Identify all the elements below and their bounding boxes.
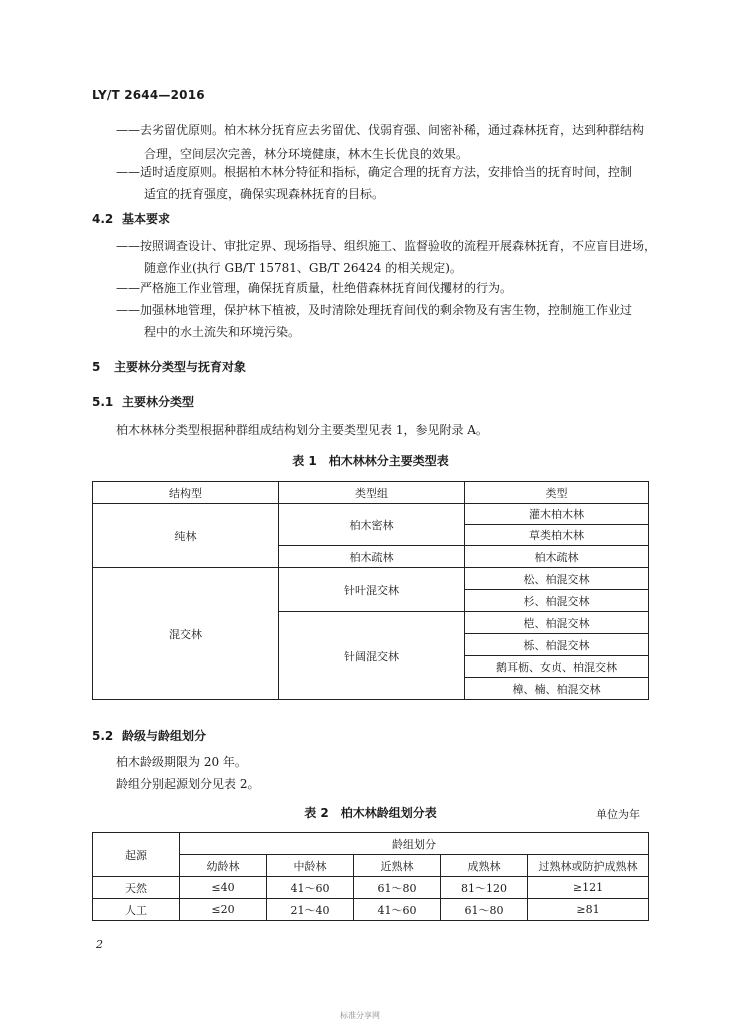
table-1-caption: 表 1 柏木林林分主要类型表 <box>292 454 449 468</box>
table-row <box>93 877 649 899</box>
footer-watermark: 标准分享网 <box>340 1011 380 1020</box>
table-cell: ≥121 <box>528 877 649 899</box>
table-cell-structure: 纯林 <box>93 504 279 568</box>
requirement-3-line-1: ——加强林地管理，保护林下植被，及时清除处理抚育间伐的剩余物及有害生物，控制施工作业过 <box>116 303 633 317</box>
table-header-cell: 过熟林或防护成熟林 <box>528 855 649 877</box>
table-2-unit: 单位为年 <box>596 808 640 821</box>
table-cell-origin: 人工 <box>93 899 180 921</box>
principle-1-line-2: 合理，空间层次完善，林分环境健康，林木生长优良的效果。 <box>144 147 469 161</box>
table-cell-group: 针叶混交林 <box>279 568 465 612</box>
forest-type-table <box>92 481 649 700</box>
section-5-2-text-1: 柏木龄级期限为 20 年。 <box>116 755 247 769</box>
section-5-2-text-2: 龄组分别起源划分见表 2。 <box>116 777 260 791</box>
table-header-cell: 幼龄林 <box>180 855 267 877</box>
table-header-cell: 类型组 <box>279 482 465 504</box>
table-header-cell: 结构型 <box>93 482 279 504</box>
page-number: 2 <box>96 938 103 951</box>
requirement-1-line-1: ——按照调查设计、审批定界、现场指导、组织施工、监督验收的流程开展森林抚育，不应盲目进场， <box>116 239 657 253</box>
table-header-cell: 起源 <box>93 833 180 877</box>
table-cell: 41～60 <box>267 877 354 899</box>
requirement-1-line-2: 随意作业(执行 GB/T 15781、GB/T 26424 的相关规定)。 <box>144 261 462 275</box>
table-cell-origin: 天然 <box>93 877 180 899</box>
table-cell-group: 柏木疏林 <box>279 546 465 568</box>
table-cell-type: 栎、柏混交林 <box>465 634 649 656</box>
table-cell-type: 松、柏混交林 <box>465 568 649 590</box>
section-title: 主要林分类型与抚育对象 <box>114 360 247 374</box>
principle-1-line-1: ——去劣留优原则。柏木林分抚育应去劣留优、伐弱育强、间密补稀，通过森林抚育，达到种群结构 <box>116 123 645 137</box>
table-cell: 61～80 <box>441 899 528 921</box>
table-cell: 41～60 <box>354 899 441 921</box>
table-cell-type: 杉、柏混交林 <box>465 590 649 612</box>
table-cell-type: 柏木疏林 <box>465 546 649 568</box>
section-title: 主要林分类型 <box>122 395 195 409</box>
table-header-cell: 类型 <box>465 482 649 504</box>
table-cell: 61～80 <box>354 877 441 899</box>
table-cell-group: 柏木密林 <box>279 504 465 546</box>
table-cell-type: 鹅耳枥、女贞、柏混交林 <box>465 656 649 678</box>
section-title: 龄级与龄组划分 <box>122 729 207 743</box>
table-cell-type: 草类柏木林 <box>465 525 649 546</box>
section-5-1-heading <box>92 393 194 410</box>
section-number: 5.1 <box>92 395 114 409</box>
table-cell-structure: 混交林 <box>93 568 279 700</box>
principle-2-line-2: 适宜的抚育强度，确保实现森林抚育的目标。 <box>144 187 385 201</box>
table-row <box>93 899 649 921</box>
table-cell: ≥81 <box>528 899 649 921</box>
table-cell: 81～120 <box>441 877 528 899</box>
table-cell-type: 樟、楠、柏混交林 <box>465 678 649 700</box>
table-header-cell: 成熟林 <box>441 855 528 877</box>
requirement-3-line-2: 程中的水土流失和环境污染。 <box>144 325 301 339</box>
section-5-1-text: 柏木林林分类型根据种群组成结构划分主要类型见表 1，参见附录 A。 <box>116 423 488 437</box>
section-number: 5.2 <box>92 729 114 743</box>
age-group-table <box>92 832 649 921</box>
section-title: 基本要求 <box>122 212 171 226</box>
table-cell-type: 灌木柏木林 <box>465 504 649 525</box>
section-4-2-heading <box>92 210 170 227</box>
table-cell: ≤40 <box>180 877 267 899</box>
principle-2-line-1: ——适时适度原则。根据柏木林分特征和指标，确定合理的抚育方法，安排恰当的抚育时间，控制 <box>116 165 633 179</box>
table-header-cell: 龄组划分 <box>180 833 649 855</box>
table-header-cell: 中龄林 <box>267 855 354 877</box>
table-cell-type: 桤、柏混交林 <box>465 612 649 634</box>
standard-code-header: LY/T 2644—2016 <box>92 88 205 102</box>
section-5-2-heading <box>92 727 206 744</box>
section-number: 5 <box>92 360 101 374</box>
requirement-2: ——严格施工作业管理，确保抚育质量，杜绝借森林抚育间伐攫材的行为。 <box>116 281 513 295</box>
section-number: 4.2 <box>92 212 114 226</box>
section-5-heading <box>92 358 246 375</box>
table-header-cell: 近熟林 <box>354 855 441 877</box>
table-cell: ≤20 <box>180 899 267 921</box>
table-cell: 21～40 <box>267 899 354 921</box>
table-2-caption: 表 2 柏木林龄组划分表 <box>304 806 437 820</box>
table-cell-group: 针阔混交林 <box>279 612 465 700</box>
